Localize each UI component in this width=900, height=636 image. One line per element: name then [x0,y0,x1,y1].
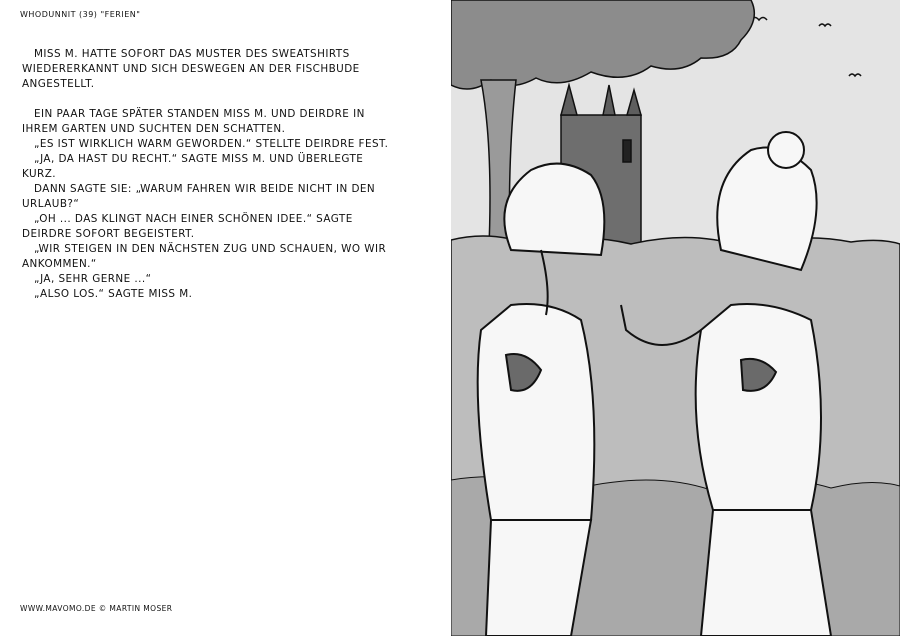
episode-title: WHODUNNIT (39) "FERIEN" [20,10,141,19]
story-line: „WIR STEIGEN IN DEN NÄCHSTEN ZUG UND SCHAUEN, WO WIR [34,243,387,255]
garden-scene [451,0,900,636]
story-line: „JA, DA HAST DU RECHT.“ SAGTE MISS M. UND ÜBERLEGTE [34,153,364,165]
story-line: „JA, SEHR GERNE ...“ [34,273,152,285]
story-line: KURZ. [22,168,57,180]
story-line: „ALSO LOS.“ SAGTE MISS M. [34,288,193,300]
story-line: „ES IST WIRKLICH WARM GEWORDEN.“ STELLTE DEIRDRE FEST. [34,138,389,150]
story-line: DANN SAGTE SIE: „WARUM FAHREN WIR BEIDE NICHT IN DEN [34,183,376,195]
story-line: „OH ... DAS KLINGT NACH EINER SCHÖNEN IDEE.“ SAGTE [34,213,353,225]
story-line: EIN PAAR TAGE SPÄTER STANDEN MISS M. UND DEIRDRE IN [34,108,365,120]
story-line: MISS M. HATTE SOFORT DAS MUSTER DES SWEATSHIRTS [34,48,350,60]
story-line: ANKOMMEN.“ [22,258,97,270]
story-line: DEIRDRE SOFORT BEGEISTERT. [22,228,195,240]
copyright-credit: WWW.MAVOMO.DE © MARTIN MOSER [20,604,173,613]
story-line: ANGESTELLT. [22,78,95,90]
story-line: WIEDERERKANNT UND SICH DESWEGEN AN DER FISCHBUDE [22,63,360,75]
story-text [22,47,422,302]
story-line: URLAUB?“ [22,198,80,210]
story-line: IHREM GARTEN UND SUCHTEN DEN SCHATTEN. [22,123,286,135]
comic-illustration [451,0,900,636]
